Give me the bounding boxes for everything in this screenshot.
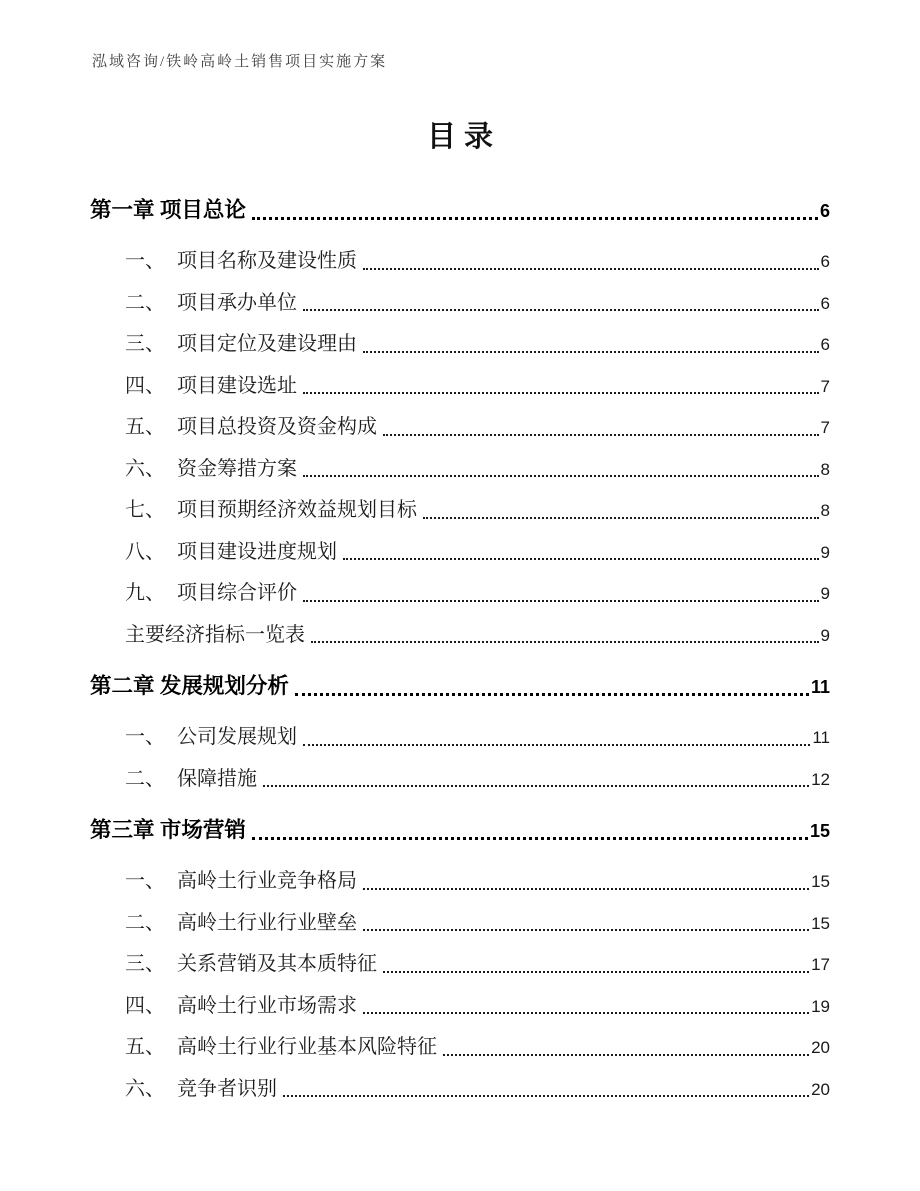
toc-entry[interactable] (90, 903, 830, 945)
toc-entry-label (125, 324, 357, 366)
table-of-contents (90, 189, 830, 1110)
toc-page-number: 9 (820, 584, 830, 603)
toc-entry[interactable] (90, 283, 830, 325)
toc-page-number: 15 (811, 872, 830, 891)
toc-page-number: 6 (820, 293, 830, 313)
dot-leader (303, 392, 819, 394)
toc-entry[interactable] (90, 324, 830, 366)
toc-entry-number: 三、 (125, 333, 165, 355)
toc-entry-label (90, 809, 246, 851)
toc-entry[interactable] (90, 1027, 830, 1069)
toc-page-number: 19 (811, 996, 830, 1016)
toc-entry-label (125, 1027, 437, 1069)
toc-entry-label (125, 532, 337, 574)
toc-entry-number: 二、 (125, 767, 165, 790)
toc-page-number: 11 (812, 728, 830, 747)
toc-entry-text: 项目预期经济效益规划目标 (177, 499, 417, 521)
dot-leader (363, 1012, 809, 1014)
dot-leader (295, 693, 809, 696)
dot-leader (311, 641, 819, 643)
toc-entry-text: 高岭土行业行业壁垒 (177, 911, 357, 934)
toc-entry-text: 关系营销及其本质特征 (177, 953, 377, 975)
toc-entry[interactable] (90, 861, 830, 903)
toc-entry[interactable] (90, 615, 830, 657)
toc-entry[interactable] (90, 449, 830, 491)
toc-page-number: 20 (811, 1038, 830, 1057)
toc-entry-number: 二、 (125, 911, 165, 934)
dot-leader (252, 837, 808, 840)
toc-entry-text: 主要经济指标一览表 (125, 623, 305, 646)
dot-leader (303, 600, 819, 602)
dot-leader (303, 475, 819, 477)
toc-page-number: 9 (820, 625, 830, 645)
toc-entry-text: 项目定位及建设理由 (177, 333, 357, 355)
toc-entry[interactable] (90, 944, 830, 986)
toc-entry[interactable] (90, 366, 830, 408)
toc-entry-text: 第一章 项目总论 (90, 198, 246, 222)
toc-entry[interactable] (90, 665, 830, 708)
toc-entry-label (125, 283, 297, 325)
toc-entry-text: 第三章 市场营销 (90, 818, 246, 842)
dot-leader (363, 929, 809, 931)
dot-leader (423, 517, 819, 519)
toc-entry-number: 三、 (125, 953, 165, 975)
toc-entry-text: 项目综合评价 (177, 582, 297, 604)
toc-entry-number: 一、 (125, 250, 165, 272)
toc-entry-text: 高岭土行业市场需求 (177, 994, 357, 1017)
toc-entry[interactable] (90, 986, 830, 1028)
toc-entry-number: 五、 (125, 416, 165, 438)
toc-page-number: 15 (809, 821, 830, 841)
toc-page-number: 17 (811, 955, 830, 974)
dot-leader (363, 268, 819, 270)
toc-entry[interactable] (90, 759, 830, 801)
toc-entry-text: 项目总投资及资金构成 (177, 416, 377, 438)
toc-entry[interactable] (90, 532, 830, 574)
toc-entry-number: 五、 (125, 1036, 165, 1058)
toc-entry-number: 四、 (125, 374, 165, 397)
toc-page-number: 15 (811, 913, 830, 933)
toc-entry[interactable] (90, 717, 830, 759)
toc-entry-label (125, 615, 305, 657)
toc-page-number: 8 (820, 459, 830, 479)
dot-leader (303, 744, 810, 746)
dot-leader (283, 1095, 809, 1097)
toc-entry-text: 高岭土行业竞争格局 (177, 870, 357, 892)
toc-entry[interactable] (90, 189, 830, 232)
toc-entry-label (125, 986, 357, 1028)
dot-leader (263, 785, 809, 787)
toc-entry-number: 二、 (125, 291, 165, 314)
toc-entry-text: 保障措施 (177, 767, 257, 790)
toc-entry[interactable] (90, 1069, 830, 1111)
toc-page-number: 12 (811, 769, 830, 789)
toc-entry-label (125, 717, 297, 759)
toc-entry-label (125, 944, 377, 986)
dot-leader (363, 888, 809, 890)
toc-entry-number: 六、 (125, 457, 165, 480)
toc-entry-label (125, 407, 377, 449)
toc-page-number: 6 (820, 335, 830, 354)
toc-entry-label (125, 366, 297, 408)
toc-entry-label (125, 903, 357, 945)
toc-entry-text: 项目建设选址 (177, 374, 297, 397)
toc-entry-number: 六、 (125, 1077, 165, 1100)
toc-entry-text: 第二章 发展规划分析 (90, 674, 289, 698)
document-header: 泓域咨询/铁岭高岭土销售项目实施方案 (92, 54, 388, 70)
toc-entry-label (125, 490, 417, 532)
toc-entry-label (90, 665, 289, 707)
toc-entry-text: 公司发展规划 (177, 726, 297, 748)
dot-leader (343, 558, 819, 560)
toc-entry-label (125, 1069, 277, 1111)
toc-entry-label (125, 759, 257, 801)
toc-entry[interactable] (90, 241, 830, 283)
toc-entry-text: 高岭土行业行业基本风险特征 (177, 1036, 437, 1058)
toc-entry-label (125, 861, 357, 903)
toc-page-number: 8 (820, 501, 830, 520)
toc-entry[interactable] (90, 809, 830, 852)
toc-entry-number: 九、 (125, 582, 165, 604)
page-title: 目录 (426, 121, 501, 153)
toc-page-number: 6 (820, 252, 830, 271)
toc-entry-label (90, 189, 246, 231)
dot-leader (252, 217, 818, 220)
dot-leader (383, 434, 819, 436)
toc-page-number: 6 (819, 201, 830, 221)
toc-page-number: 7 (820, 418, 830, 437)
toc-page-number: 9 (820, 542, 830, 562)
dot-leader (303, 309, 819, 311)
toc-page-number: 7 (820, 376, 830, 396)
toc-entry-number: 一、 (125, 870, 165, 892)
toc-entry-number: 八、 (125, 540, 165, 563)
toc-entry-text: 项目承办单位 (177, 291, 297, 314)
toc-entry-text: 竞争者识别 (177, 1077, 277, 1100)
dot-leader (443, 1054, 809, 1056)
toc-page-number: 11 (810, 677, 830, 697)
dot-leader (363, 351, 819, 353)
toc-page-number: 20 (811, 1079, 830, 1099)
toc-entry-label (125, 449, 297, 491)
toc-entry-text: 项目名称及建设性质 (177, 250, 357, 272)
dot-leader (383, 971, 809, 973)
toc-entry[interactable] (90, 490, 830, 532)
toc-entry[interactable] (90, 573, 830, 615)
toc-entry-text: 项目建设进度规划 (177, 540, 337, 563)
toc-entry-label (125, 573, 297, 615)
toc-entry-label (125, 241, 357, 283)
toc-entry-number: 四、 (125, 994, 165, 1017)
toc-entry-number: 七、 (125, 499, 165, 521)
toc-entry-text: 资金筹措方案 (177, 457, 297, 480)
toc-entry[interactable] (90, 407, 830, 449)
toc-entry-number: 一、 (125, 726, 165, 748)
